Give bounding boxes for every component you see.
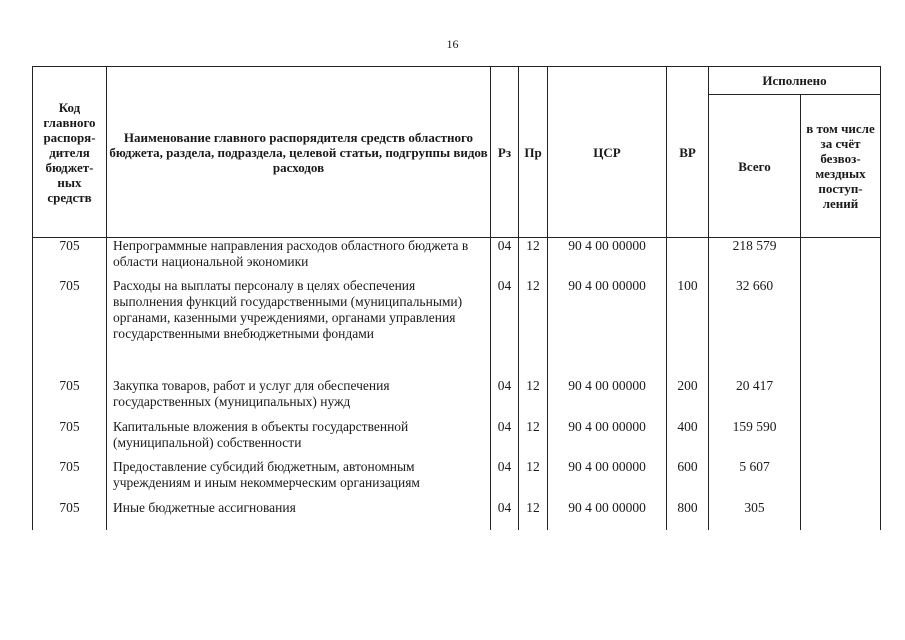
cell-name: Иные бюджетные ассигнования (107, 500, 491, 531)
cell-vr: 600 (667, 459, 709, 500)
header-incl-gratuitous: в том числе за счёт безвоз-мездных поступ-лений (801, 95, 881, 238)
cell-name: Предоставление субсидий бюджетным, автономным учреждениям и иным некоммерческим организациям (107, 459, 491, 500)
cell-rz: 04 (491, 378, 519, 419)
cell-csr: 90 4 00 00000 (548, 419, 667, 459)
header-csr: ЦСР (548, 67, 667, 238)
header-name: Наименование главного распорядителя средств областного бюджета, раздела, подраздела, целевой статьи, подгруппы видов расходов (107, 67, 491, 238)
header-vr: ВР (667, 67, 709, 238)
cell-code: 705 (33, 278, 107, 378)
table-row (33, 419, 881, 459)
cell-vr (667, 238, 709, 279)
cell-incl (801, 459, 881, 500)
cell-code: 705 (33, 419, 107, 459)
cell-code: 705 (33, 459, 107, 500)
header-pr: Пр (519, 67, 548, 238)
cell-rz: 04 (491, 419, 519, 459)
table-row (33, 278, 881, 378)
table-row (33, 378, 881, 419)
cell-name: Закупка товаров, работ и услуг для обеспечения государственных (муниципальных) нужд (107, 378, 491, 419)
cell-pr: 12 (519, 278, 548, 378)
header-executed: Исполнено (709, 67, 881, 95)
cell-vr: 100 (667, 278, 709, 378)
cell-incl (801, 378, 881, 419)
page-number: 16 (446, 37, 459, 51)
cell-code: 705 (33, 238, 107, 279)
cell-total: 5 607 (709, 459, 801, 500)
header-code: Код главного распоря-дителя бюджет-ных средств (33, 67, 107, 238)
cell-total: 32 660 (709, 278, 801, 378)
cell-incl (801, 500, 881, 531)
cell-name: Капитальные вложения в объекты государственной (муниципальной) собственности (107, 419, 491, 459)
cell-incl (801, 238, 881, 279)
cell-csr: 90 4 00 00000 (548, 238, 667, 279)
cell-csr: 90 4 00 00000 (548, 278, 667, 378)
cell-csr: 90 4 00 00000 (548, 500, 667, 531)
cell-incl (801, 419, 881, 459)
table-row (33, 238, 881, 279)
cell-rz: 04 (491, 500, 519, 531)
cell-rz: 04 (491, 459, 519, 500)
cell-total: 159 590 (709, 419, 801, 459)
cell-pr: 12 (519, 238, 548, 279)
table-row (33, 500, 881, 531)
cell-pr: 12 (519, 500, 548, 531)
table-header (33, 67, 881, 238)
cell-code: 705 (33, 500, 107, 531)
cell-rz: 04 (491, 238, 519, 279)
cell-pr: 12 (519, 419, 548, 459)
cell-vr: 400 (667, 419, 709, 459)
cell-rz: 04 (491, 278, 519, 378)
table-row (33, 459, 881, 500)
cell-total: 218 579 (709, 238, 801, 279)
cell-csr: 90 4 00 00000 (548, 459, 667, 500)
cell-vr: 800 (667, 500, 709, 531)
cell-csr: 90 4 00 00000 (548, 378, 667, 419)
cell-pr: 12 (519, 459, 548, 500)
header-total: Всего (709, 95, 801, 238)
cell-incl (801, 278, 881, 378)
cell-name: Непрограммные направления расходов областного бюджета в области национальной экономики (107, 238, 491, 279)
cell-name: Расходы на выплаты персоналу в целях обеспечения выполнения функций государственными (муниципальными) органами, казенными учреждениями, органами управления государственными внебюджетными фондами (107, 278, 491, 378)
table-body (33, 238, 881, 531)
budget-expenditure-table (32, 66, 881, 531)
header-rz: Рз (491, 67, 519, 238)
cell-code: 705 (33, 378, 107, 419)
cell-total: 20 417 (709, 378, 801, 419)
cell-total: 305 (709, 500, 801, 531)
cell-pr: 12 (519, 378, 548, 419)
cell-vr: 200 (667, 378, 709, 419)
